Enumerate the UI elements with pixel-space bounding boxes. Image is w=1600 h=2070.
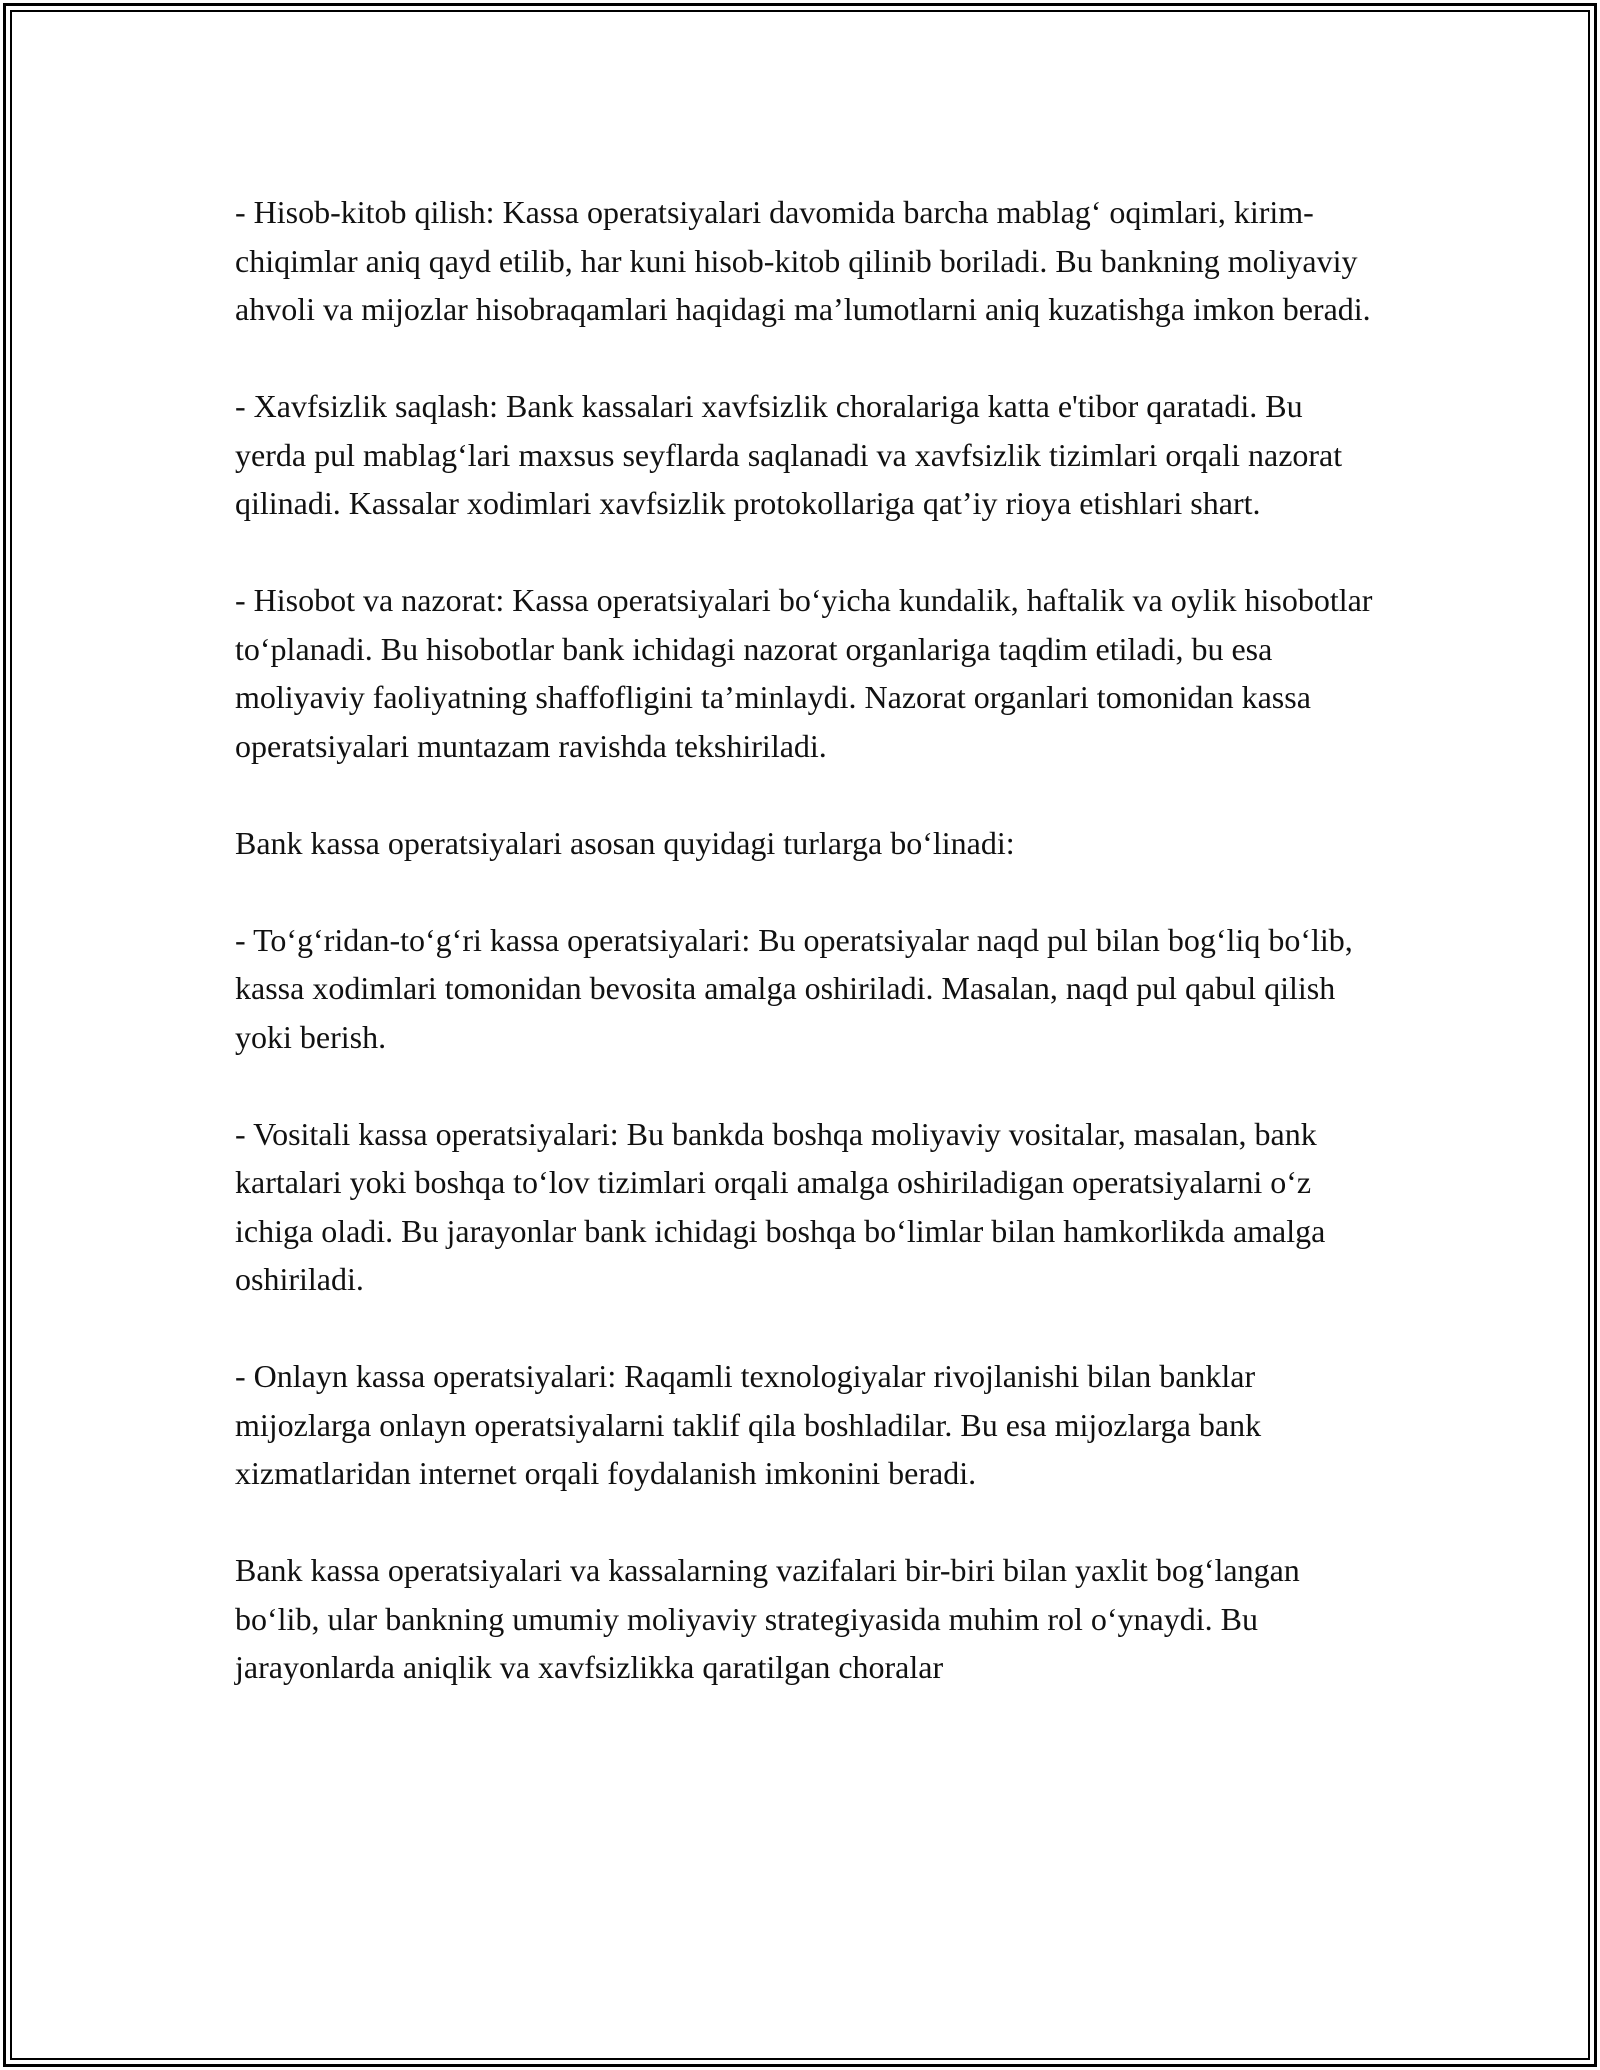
paragraph-turlar-intro: Bank kassa operatsiyalari asosan quyidagi turlarga bo‘linadi: [235,824,1015,861]
paragraph-xavfsizlik: - Xavfsizlik saqlash: Bank kassalari xavfsizlik choralariga katta e'tibor qaratadi. Bu yerda pul mablag‘lari maxsus seyflarda saqlanadi va xavfsizlik tizimlari orqali nazorat qilinadi. Kassalar xodimlari xavfsizlik protokollariga qat’iy rioya etishlari shart. [235,388,1343,521]
paragraph-hisob-kitob: - Hisob-kitob qilish: Kassa operatsiyalari davomida barcha mablag‘ oqimlari, kirim-chiqimlar aniq qayd etilib, har kuni hisob-kitob qilinib boriladi. Bu bankning moliyaviy ahvoli va mijozlar hisobraqamlari haqidagi ma’lumotlarni aniq kuzatishga imkon beradi. [235,194,1371,327]
paragraph-onlayn: - Onlayn kassa operatsiyalari: Raqamli texnologiyalar rivojlanishi bilan banklar mijozlarga onlayn operatsiyalarni taklif qila boshladilar. Bu esa mijozlarga bank xizmatlaridan internet orqali foydalanish imkonini beradi. [235,1358,1262,1491]
paragraph-conclusion: Bank kassa operatsiyalari va kassalarning vazifalari bir-biri bilan yaxlit bog‘langan bo‘lib, ular bankning umumiy moliyaviy strategiyasida muhim rol o‘ynaydi. Bu jarayonlarda aniqlik va xavfsizlikka qaratilgan choralar [235,1552,1300,1685]
paragraph-vositali: - Vositali kassa operatsiyalari: Bu bankda boshqa moliyaviy vositalar, masalan, bank kartalari yoki boshqa to‘lov tizimlari orqali amalga oshiriladigan operatsiyalarni o‘z ichiga oladi. Bu jarayonlar bank ichidagi boshqa bo‘limlar bilan hamkorlikda amalga oshiriladi. [235,1115,1326,1297]
paragraph-hisobot-nazorat: - Hisobot va nazorat: Kassa operatsiyalari bo‘yicha kundalik, haftalik va oylik hisobotlar to‘planadi. Bu hisobotlar bank ichidagi nazorat organlariga taqdim etiladi, bu esa moliyaviy faoliyatning shaffofligini ta’minlaydi. Nazorat organlari tomonidan kassa operatsiyalari muntazam ravishda tekshiriladi. [235,582,1373,764]
paragraph-togridan-togri: - To‘g‘ridan-to‘g‘ri kassa operatsiyalari: Bu operatsiyalar naqd pul bilan bog‘liq bo‘lib, kassa xodimlari tomonidan bevosita amalga oshiriladi. Masalan, naqd pul qabul qilish yoki berish. [235,921,1353,1055]
document-body [235,188,1375,1692]
